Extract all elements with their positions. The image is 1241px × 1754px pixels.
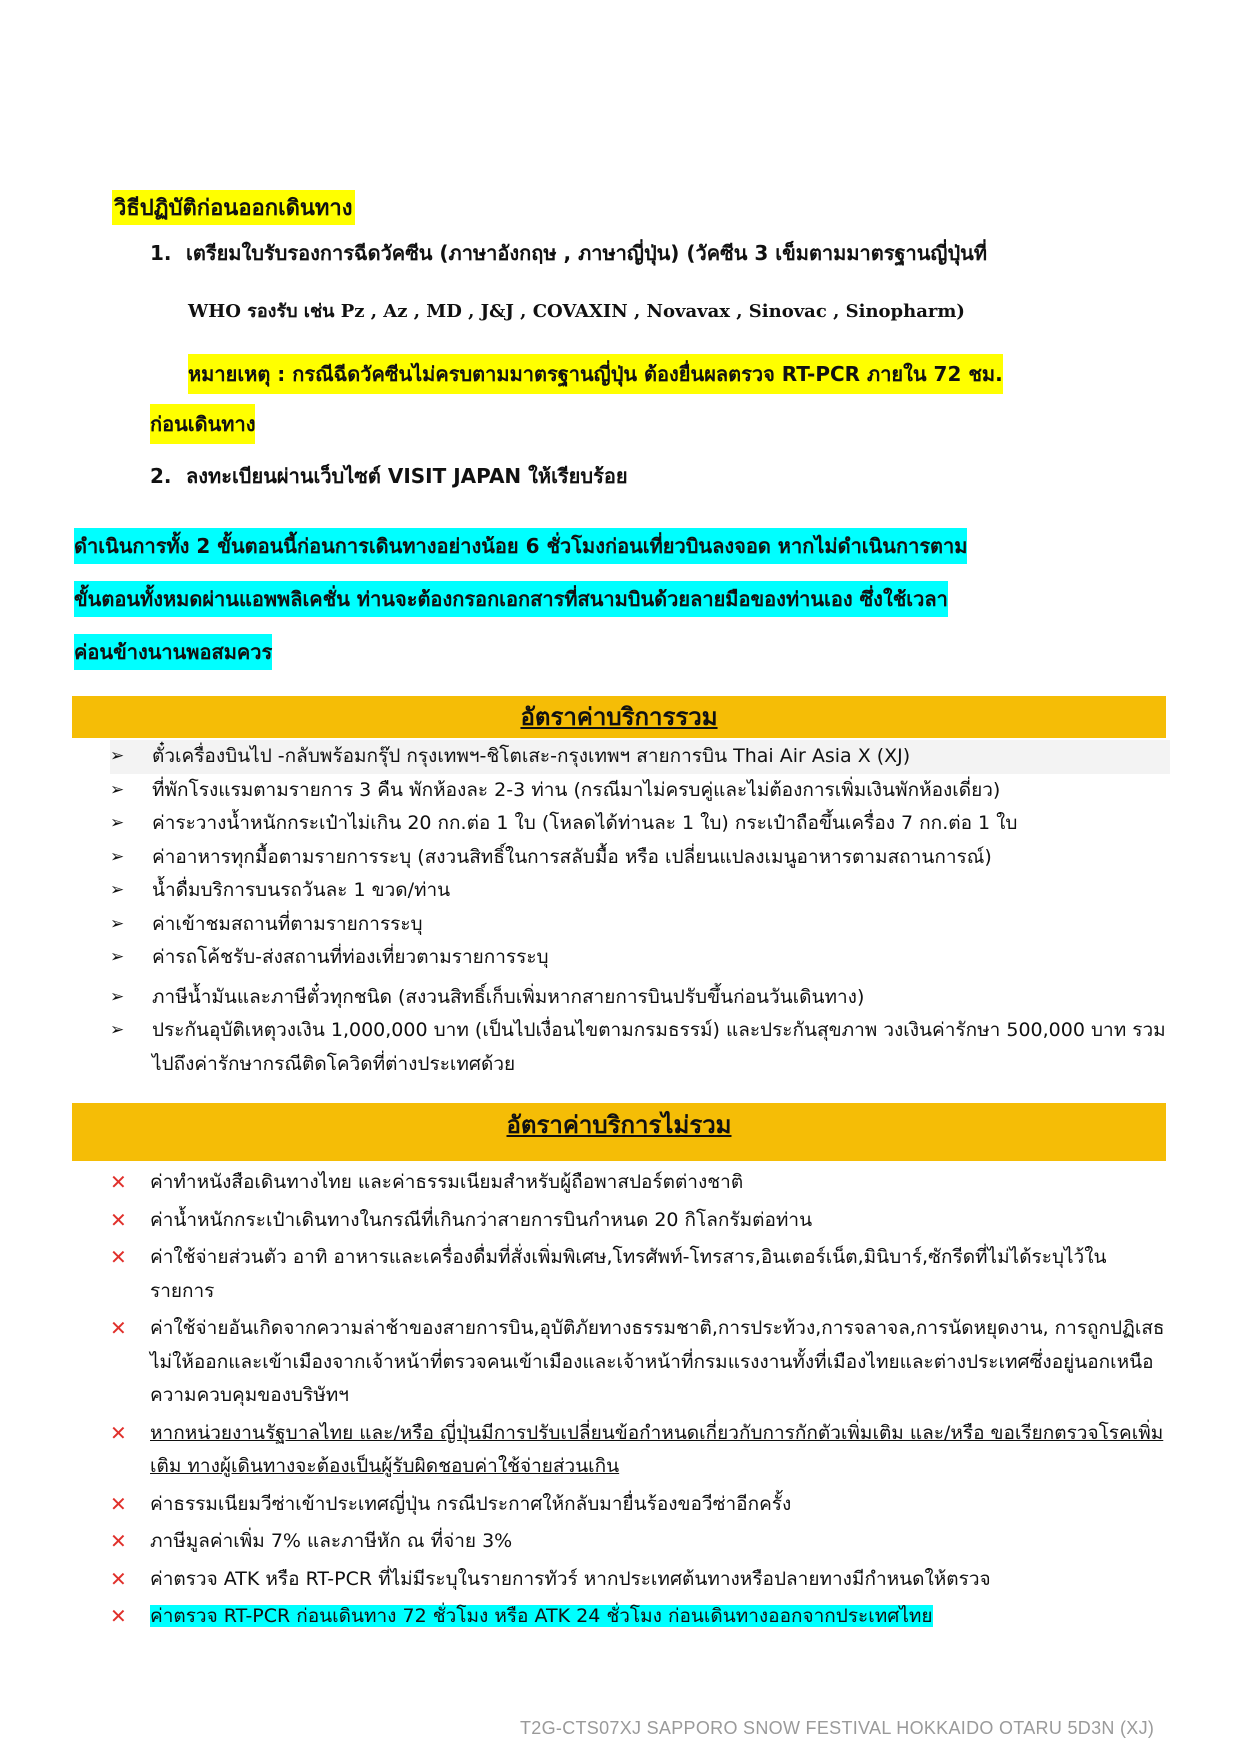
step-number: 1. — [150, 241, 172, 265]
arrow-bullet-icon: ➢ — [110, 986, 125, 1007]
list-item: ✕ ภาษีมูลค่าเพิ่ม 7% และภาษีหัก ณ ที่จ่าย 3% — [110, 1525, 1170, 1559]
list-item: ➢ ตั๋วเครื่องบินไป -กลับพร้อมกรุ๊ป กรุงเทพฯ-ชิโตเสะ-กรุงเทพฯ สายการบิน Thai Air Asia X (XJ) — [110, 740, 1170, 774]
note-line-2: ก่อนเดินทาง — [150, 404, 255, 444]
list-item: ✕ ค่าใช้จ่ายส่วนตัว อาทิ อาหารและเครื่องดื่มที่สั่งเพิ่มพิเศษ,โทรศัพท์-โทรสาร,อินเตอร์เน็ต,มินิบาร์,ซักรีดที่ไม่ได้ระบุไว้ในรายการ — [110, 1241, 1170, 1308]
included-list — [110, 740, 1170, 1081]
step-number: 2. — [150, 464, 172, 488]
list-item: ✕ ค่าทำหนังสือเดินทางไทย และค่าธรรมเนียมสำหรับผู้ถือพาสปอร์ตต่างชาติ — [110, 1166, 1170, 1200]
arrow-bullet-icon: ➢ — [110, 913, 125, 934]
cross-icon: ✕ — [110, 1170, 127, 1194]
notice-line-2: ขั้นตอนทั้งหมดผ่านแอพพลิเคชั่น ท่านจะต้องกรอกเอกสารที่สนามบินด้วยลายมือของท่านเอง ซึ่งใช้เวลา — [74, 581, 948, 617]
list-item: ✕ ค่าน้ำหนักกระเป๋าเดินทางในกรณีที่เกินกว่าสายการบินกำหนด 20 กิโลกรัมต่อท่าน — [110, 1204, 1170, 1238]
cross-icon: ✕ — [110, 1316, 127, 1340]
list-item: ✕ ค่าธรรมเนียมวีซ่าเข้าประเทศญี่ปุ่น กรณีประกาศให้กลับมายื่นร้องขอวีซ่าอีกครั้ง — [110, 1488, 1170, 1522]
list-item: ➢ น้ำดื่มบริการบนรถวันละ 1 ขวด/ท่าน — [110, 874, 1170, 908]
list-item: ✕ หากหน่วยงานรัฐบาลไทย และ/หรือ ญี่ปุ่นมีการปรับเปลี่ยนข้อกำหนดเกี่ยวกับการกักตัวเพิ่มเติม และ/หรือ ขอเรียกตรวจโรคเพิ่มเติม ทางผู้เดินทางจะต้องเป็นผู้รับผิดชอบค่าใช้จ่ายส่วนเกิน — [110, 1417, 1170, 1484]
cross-icon: ✕ — [110, 1566, 127, 1591]
cross-icon: ✕ — [110, 1604, 127, 1628]
arrow-bullet-icon: ➢ — [110, 947, 125, 967]
cross-icon: ✕ — [110, 1491, 127, 1516]
excluded-list — [110, 1166, 1170, 1638]
notice-line-1: ดำเนินการทั้ง 2 ขั้นตอนนี้ก่อนการเดินทางอย่างน้อย 6 ชั่วโมงก่อนเที่ยวบินลงจอด หากไม่ดำเนินการตาม — [74, 528, 967, 564]
step-text: ลงทะเบียนผ่านเว็บไซต์ VISIT JAPAN ให้เรียบร้อย — [186, 464, 628, 488]
page-footer: T2G-CTS07XJ SAPPORO SNOW FESTIVAL HOKKAIDO OTARU 5D3N (XJ) — [520, 1718, 1155, 1738]
included-header — [72, 696, 1166, 738]
excluded-title: อัตราค่าบริการไม่รวม — [506, 1111, 732, 1139]
arrow-bullet-icon: ➢ — [110, 846, 125, 867]
cross-icon: ✕ — [110, 1529, 127, 1553]
note-line-1: หมายเหตุ : กรณีฉีดวัคซีนไม่ครบตามมาตรฐานญี่ปุ่น ต้องยื่นผลตรวจ RT-PCR ภายใน 72 ชม. — [188, 354, 1003, 394]
list-item: ✕ ค่าตรวจ ATK หรือ RT-PCR ที่ไม่มีระบุในรายการทัวร์ หากประเทศต้นทางหรือปลายทางมีกำหนดให้ตรวจ — [110, 1563, 1170, 1597]
list-item: ➢ ภาษีน้ำมันและภาษีตั๋วทุกชนิด (สงวนสิทธิ์เก็บเพิ่มหากสายการบินปรับขึ้นก่อนวันเดินทาง) — [110, 981, 1170, 1015]
cross-icon: ✕ — [110, 1420, 127, 1445]
step-2 — [150, 451, 1130, 501]
section-title: วิธีปฏิบัติก่อนออกเดินทาง — [112, 190, 355, 225]
excluded-header — [72, 1103, 1166, 1161]
list-item: ➢ ที่พักโรงแรมตามรายการ 3 คืน พักห้องละ 2-3 ท่าน (กรณีมาไม่ครบคู่และไม่ต้องการเพิ่มเงินพักห้องเดี่ยว) — [110, 774, 1170, 808]
list-item: ➢ ค่ารถโค้ชรับ-ส่งสถานที่ท่องเที่ยวตามรายการระบุ — [110, 941, 1170, 975]
list-item: ➢ ค่าเข้าชมสถานที่ตามรายการระบุ — [110, 908, 1170, 942]
arrow-bullet-icon: ➢ — [110, 813, 125, 833]
arrow-bullet-icon: ➢ — [110, 880, 125, 900]
list-item: ✕ ค่าตรวจ RT-PCR ก่อนเดินทาง 72 ชั่วโมง หรือ ATK 24 ชั่วโมง ก่อนเดินทางออกจากประเทศไทย — [110, 1600, 1170, 1634]
step-text: เตรียมใบรับรองการฉีดวัคซีน (ภาษาอังกฤษ , ภาษาญี่ปุ่น) (วัคซีน 3 เข็มตามมาตรฐานญี่ปุ่นที่ — [186, 241, 988, 265]
list-item: ✕ ค่าใช้จ่ายอันเกิดจากความล่าช้าของสายการบิน,อุบัติภัยทางธรรมชาติ,การประท้วง,การจลาจล,การนัดหยุดงาน, การถูกปฏิเสธไม่ให้ออกและเข้าเมืองจากเจ้าหน้าที่ตรวจคนเข้าเมืองและเจ้าหน้าที่กรมแรงงานทั้งที่เมืองไทยและต่างประเทศซึ่งอยู่นอกเหนือความควบคุมของบริษัทฯ — [110, 1312, 1170, 1413]
included-title: อัตราค่าบริการรวม — [520, 703, 718, 731]
notice-line-3: ค่อนข้างนานพอสมควร — [74, 634, 272, 670]
step-1-detail: WHO รองรับ เช่น Pz , Az , MD , J&J , COVAXIN , Novavax , Sinovac , Sinopharm) — [188, 301, 965, 322]
cross-icon: ✕ — [110, 1245, 127, 1269]
cross-icon: ✕ — [110, 1207, 127, 1232]
step-1 — [150, 228, 1130, 278]
arrow-bullet-icon: ➢ — [110, 1020, 125, 1040]
important-notice — [74, 520, 1164, 679]
arrow-bullet-icon: ➢ — [110, 746, 125, 766]
arrow-bullet-icon: ➢ — [110, 779, 125, 800]
list-item: ➢ ค่าอาหารทุกมื้อตามรายการระบุ (สงวนสิทธิ์ในการสลับมื้อ หรือ เปลี่ยนแปลงเมนูอาหารตามสถานการณ์) — [110, 841, 1170, 875]
list-item: ➢ ค่าระวางน้ำหนักกระเป๋าไม่เกิน 20 กก.ต่อ 1 ใบ (โหลดได้ท่านละ 1 ใบ) กระเป๋าถือขึ้นเครื่อง 7 กก.ต่อ 1 ใบ — [110, 807, 1170, 841]
list-item: ➢ ประกันอุบัติเหตุวงเงิน 1,000,000 บาท (เป็นไปเงื่อนไขตามกรมธรรม์) และประกันสุขภาพ วงเงินค่ารักษา 500,000 บาท รวมไปถึงค่ารักษากรณีติดโควิดที่ต่างประเทศด้วย — [110, 1014, 1170, 1081]
